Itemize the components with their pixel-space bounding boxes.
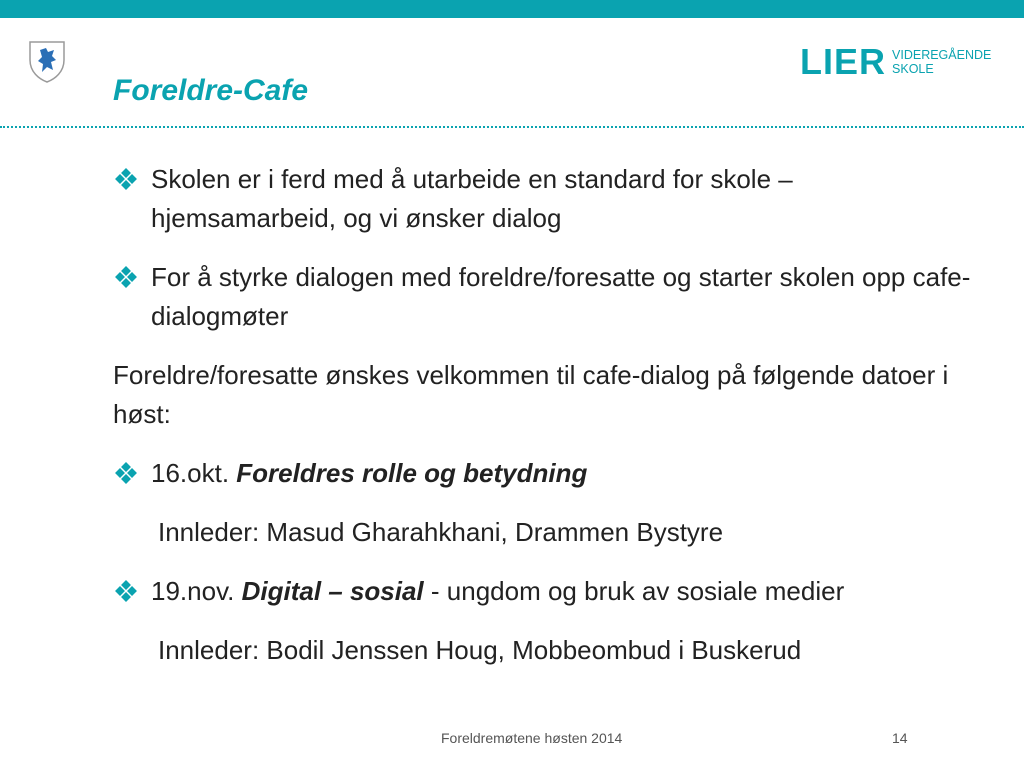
event-speaker: Innleder: Bodil Jenssen Houg, Mobbeombud i Buskerud — [158, 635, 802, 665]
footer-text: Foreldremøtene høsten 2014 — [441, 730, 623, 746]
event-date: 16.okt. — [151, 458, 230, 488]
logo-line-2: SKOLE — [892, 62, 934, 76]
intro-paragraph: Foreldre/foresatte ønskes velkommen til cafe-dialog på følgende datoer i høst: — [113, 360, 949, 429]
school-logo — [800, 41, 992, 82]
diamond-bullet-icon — [115, 168, 137, 190]
bullet-text: For å styrke dialogen med foreldre/foresatte og starter skolen opp cafe-dialogmøter — [151, 262, 971, 331]
top-accent-bar — [0, 0, 1024, 18]
event-topic: Digital – sosial — [241, 576, 424, 606]
bullet-item — [113, 160, 983, 238]
crest-icon — [28, 40, 66, 84]
logo-line-1: VIDEREGÅENDE — [892, 48, 992, 62]
dotted-divider — [0, 126, 1024, 128]
event-topic: Foreldres rolle og betydning — [236, 458, 588, 488]
event-item — [113, 454, 983, 493]
logo-word: LIER — [800, 41, 887, 82]
event-item — [113, 572, 983, 611]
diamond-bullet-icon — [115, 580, 137, 602]
diamond-bullet-icon — [115, 462, 137, 484]
page-title: Foreldre-Cafe — [113, 74, 309, 107]
bullet-text: Skolen er i ferd med å utarbeide en standard for skole – hjemsamarbeid, og vi ønsker dialog — [151, 164, 793, 233]
bullet-item — [113, 258, 983, 336]
slide-content — [113, 160, 983, 670]
logo-subtitle — [892, 48, 991, 76]
diamond-bullet-icon — [115, 266, 137, 288]
event-topic-rest: - ungdom og bruk av sosiale medier — [430, 576, 845, 606]
event-date: 19.nov. — [151, 576, 235, 606]
event-speaker: Innleder: Masud Gharahkhani, Drammen Bystyre — [158, 517, 724, 547]
page-number: 14 — [892, 730, 908, 746]
